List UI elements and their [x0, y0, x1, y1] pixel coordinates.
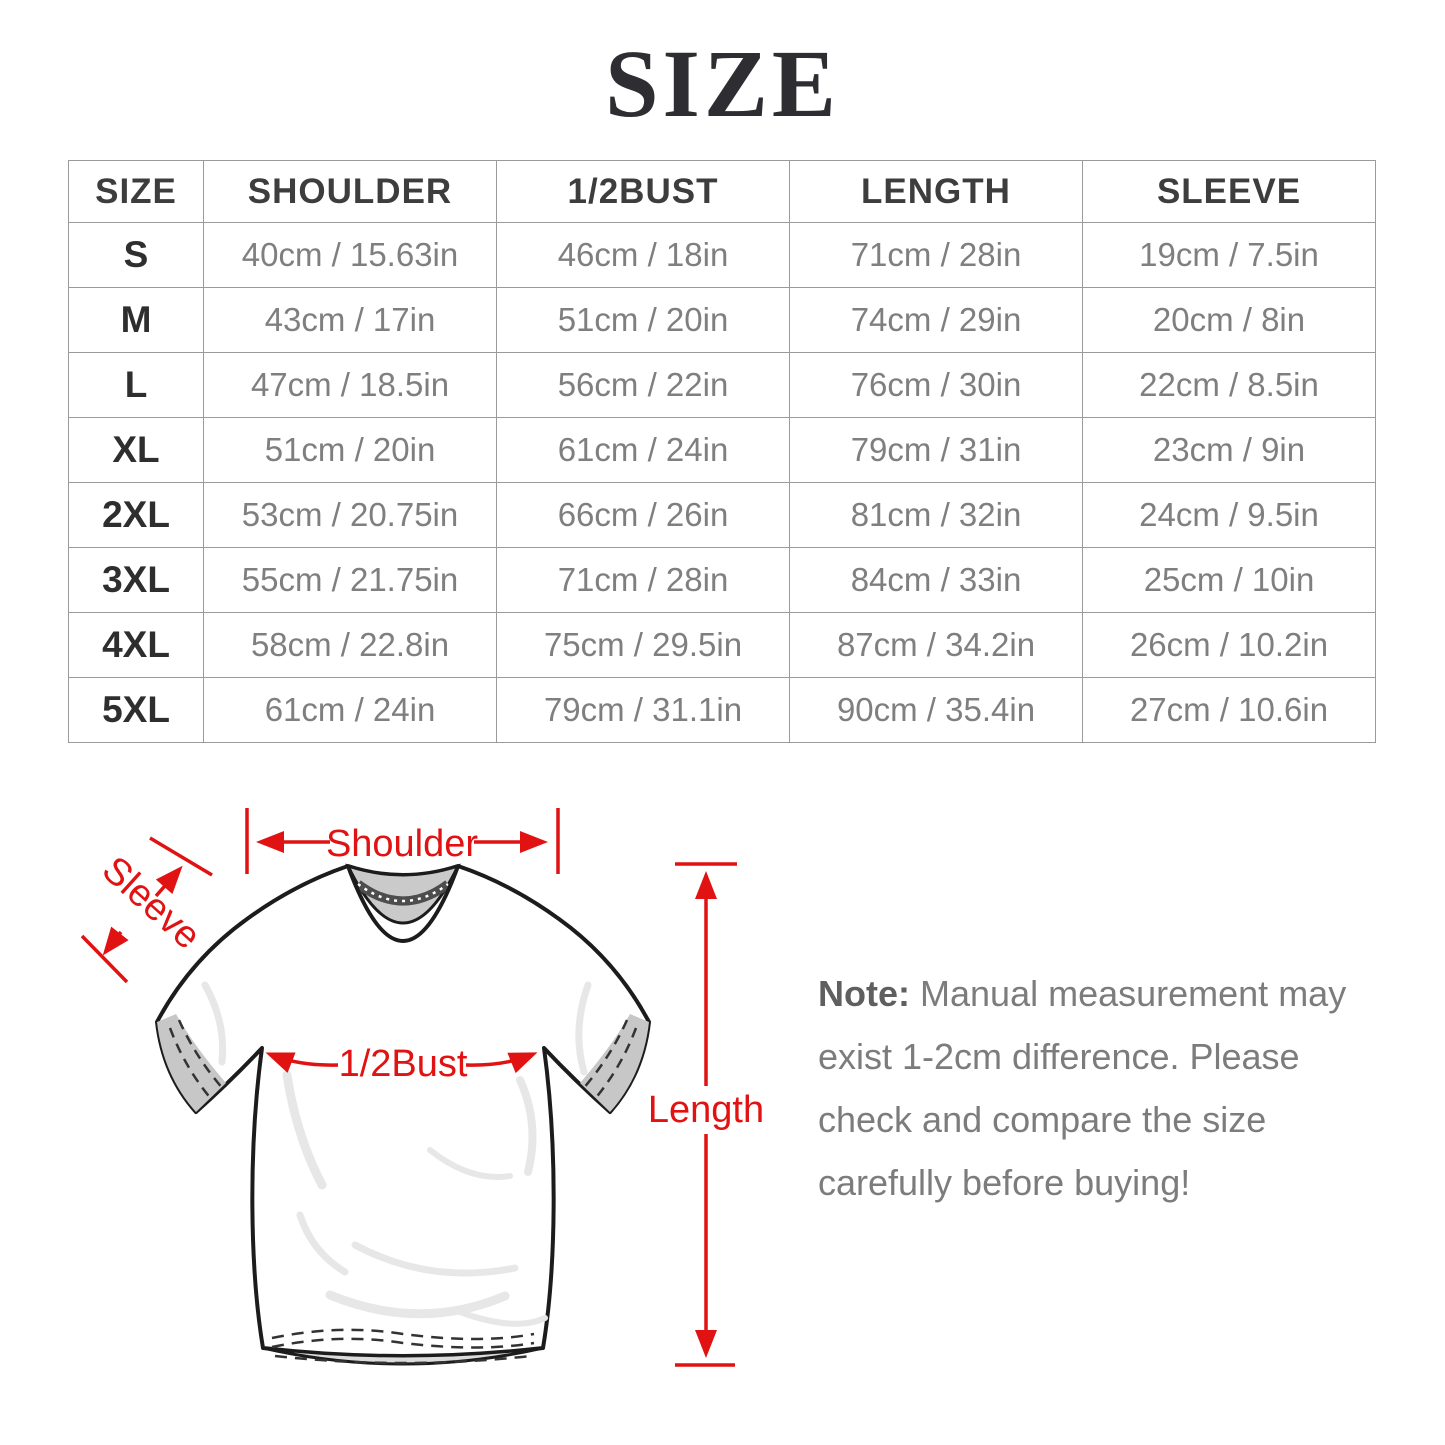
- sleeve-cell: 20cm / 8in: [1083, 288, 1376, 353]
- sleeve-cell: 23cm / 9in: [1083, 418, 1376, 483]
- shoulder-cell: 47cm / 18.5in: [204, 353, 497, 418]
- table-header-row: [69, 161, 1376, 223]
- size-cell: S: [69, 223, 204, 288]
- col-header-halfbust: 1/2BUST: [497, 161, 790, 223]
- size-cell: 3XL: [69, 548, 204, 613]
- table-row: [69, 678, 1376, 743]
- table-row: [69, 548, 1376, 613]
- sleeve-label: Sleeve: [93, 848, 209, 958]
- half-bust-label: 1/2Bust: [338, 1043, 468, 1085]
- length-label: Length: [647, 1089, 765, 1131]
- size-cell: L: [69, 353, 204, 418]
- note-label: Note:: [818, 973, 910, 1014]
- length-cell: 79cm / 31in: [790, 418, 1083, 483]
- length-cell: 87cm / 34.2in: [790, 613, 1083, 678]
- table-row: [69, 418, 1376, 483]
- sleeve-cell: 27cm / 10.6in: [1083, 678, 1376, 743]
- col-header-size: SIZE: [69, 161, 204, 223]
- col-header-length: LENGTH: [790, 161, 1083, 223]
- length-cell: 76cm / 30in: [790, 353, 1083, 418]
- halfbust-cell: 79cm / 31.1in: [497, 678, 790, 743]
- size-cell: M: [69, 288, 204, 353]
- col-header-sleeve: SLEEVE: [1083, 161, 1376, 223]
- sleeve-cell: 24cm / 9.5in: [1083, 483, 1376, 548]
- shoulder-cell: 51cm / 20in: [204, 418, 497, 483]
- table-row: [69, 353, 1376, 418]
- shoulder-cell: 40cm / 15.63in: [204, 223, 497, 288]
- table-row: [69, 483, 1376, 548]
- halfbust-cell: 46cm / 18in: [497, 223, 790, 288]
- shoulder-cell: 53cm / 20.75in: [204, 483, 497, 548]
- shoulder-cell: 58cm / 22.8in: [204, 613, 497, 678]
- table-row: [69, 613, 1376, 678]
- table-row: [69, 288, 1376, 353]
- halfbust-cell: 56cm / 22in: [497, 353, 790, 418]
- shoulder-cell: 55cm / 21.75in: [204, 548, 497, 613]
- sleeve-cell: 25cm / 10in: [1083, 548, 1376, 613]
- shoulder-cell: 61cm / 24in: [204, 678, 497, 743]
- length-cell: 81cm / 32in: [790, 483, 1083, 548]
- length-cell: 71cm / 28in: [790, 223, 1083, 288]
- halfbust-cell: 61cm / 24in: [497, 418, 790, 483]
- size-cell: 4XL: [69, 613, 204, 678]
- col-header-shoulder: SHOULDER: [204, 161, 497, 223]
- shoulder-cell: 43cm / 17in: [204, 288, 497, 353]
- halfbust-cell: 75cm / 29.5in: [497, 613, 790, 678]
- page-title: SIZE: [605, 30, 840, 137]
- sleeve-cell: 22cm / 8.5in: [1083, 353, 1376, 418]
- size-cell: 5XL: [69, 678, 204, 743]
- note-text: Manual measurement may exist 1-2cm difference. Please check and compare the size carefully before buying!: [818, 973, 1347, 1203]
- sleeve-cell: 26cm / 10.2in: [1083, 613, 1376, 678]
- halfbust-cell: 51cm / 20in: [497, 288, 790, 353]
- shoulder-label: Shoulder: [325, 823, 479, 865]
- length-cell: 84cm / 33in: [790, 548, 1083, 613]
- length-cell: 74cm / 29in: [790, 288, 1083, 353]
- length-cell: 90cm / 35.4in: [790, 678, 1083, 743]
- sleeve-cell: 19cm / 7.5in: [1083, 223, 1376, 288]
- note: [818, 962, 1370, 1214]
- tshirt-illustration: [157, 866, 649, 1364]
- tshirt-measurement-diagram: [0, 778, 790, 1445]
- size-cell: XL: [69, 418, 204, 483]
- halfbust-cell: 66cm / 26in: [497, 483, 790, 548]
- size-cell: 2XL: [69, 483, 204, 548]
- table-row: [69, 223, 1376, 288]
- size-table: [68, 160, 1376, 743]
- halfbust-cell: 71cm / 28in: [497, 548, 790, 613]
